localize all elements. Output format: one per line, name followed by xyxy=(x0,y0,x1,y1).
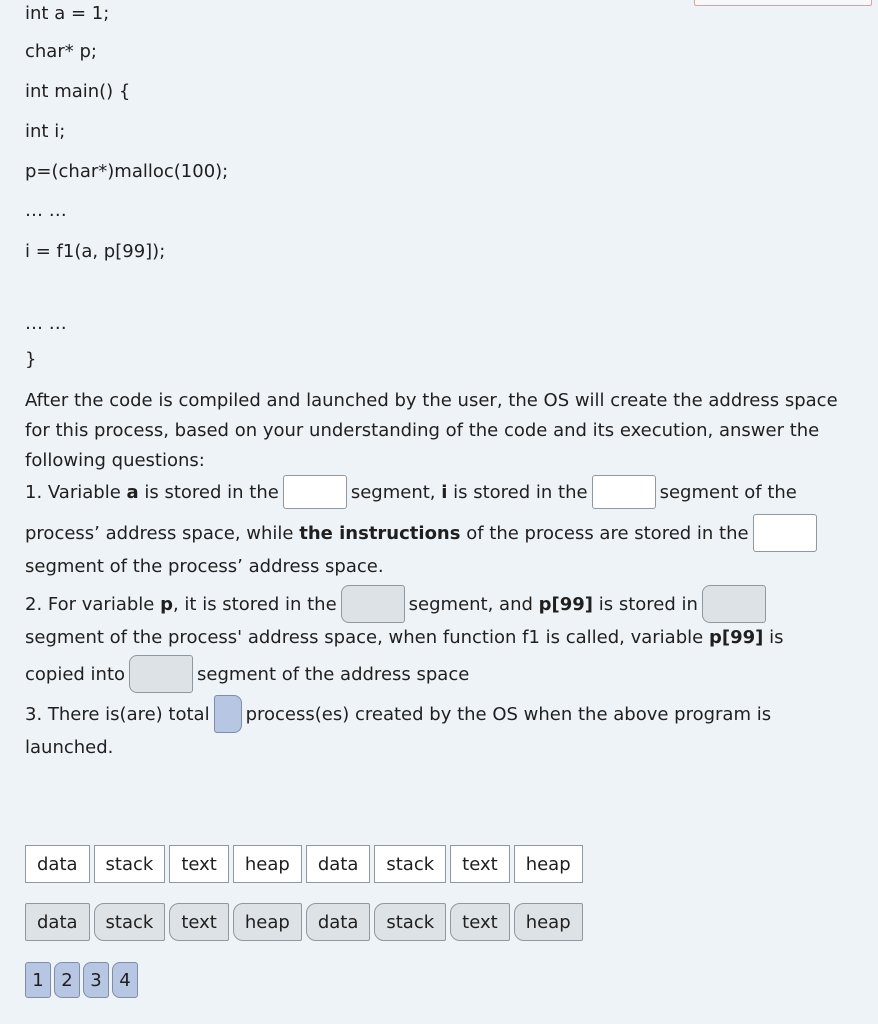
chip-stack[interactable]: stack xyxy=(374,903,446,941)
chip-heap[interactable]: heap xyxy=(514,845,583,883)
answer-blank-1[interactable] xyxy=(283,475,347,509)
chip-text[interactable]: text xyxy=(450,845,510,883)
chip-text[interactable]: text xyxy=(450,903,510,941)
chip-heap[interactable]: heap xyxy=(233,903,302,941)
question-1-line-2: process’ address space, while the instructions of the process are stored in the xyxy=(25,514,821,552)
code-line-7: i = f1(a, p[99]); xyxy=(25,241,166,262)
answer-blank-5[interactable] xyxy=(702,585,766,623)
answer-blank-3[interactable] xyxy=(753,514,817,552)
chip-text[interactable]: text xyxy=(169,903,229,941)
code-line-3: int main() { xyxy=(25,81,131,102)
number-chip-3[interactable]: 3 xyxy=(83,962,109,998)
question-3-line-2: launched. xyxy=(25,737,114,758)
chip-heap[interactable]: heap xyxy=(233,845,302,883)
intro-paragraph: After the code is compiled and launched by the user, the OS will create the address space for this process, based on your understanding of the code and its execution, answer the following questions: xyxy=(25,390,838,471)
chip-data[interactable]: data xyxy=(306,845,371,883)
number-bank xyxy=(25,962,138,998)
question-2-line-2: segment of the process' address space, when function f1 is called, variable p[99] is xyxy=(25,627,784,648)
chip-text[interactable]: text xyxy=(169,845,229,883)
question-2-line-1: 2. For variable p , it is stored in the segment, and p[99] is stored in xyxy=(25,585,770,623)
answer-blank-7[interactable] xyxy=(214,695,242,733)
answer-blank-4[interactable] xyxy=(341,585,405,623)
number-chip-4[interactable]: 4 xyxy=(112,962,138,998)
code-line-4: int i; xyxy=(25,121,66,142)
number-chip-1[interactable]: 1 xyxy=(25,962,51,998)
answer-bank-row-1 xyxy=(25,845,583,883)
code-line-8: … … xyxy=(25,313,67,334)
top-right-answer-box[interactable] xyxy=(694,0,872,6)
chip-stack[interactable]: stack xyxy=(374,845,446,883)
chip-heap[interactable]: heap xyxy=(514,903,583,941)
chip-data[interactable]: data xyxy=(25,903,90,941)
code-line-9: } xyxy=(25,349,37,370)
code-line-2: char* p; xyxy=(25,41,97,62)
question-2-line-3: copied into segment of the address space xyxy=(25,655,469,693)
chip-stack[interactable]: stack xyxy=(94,845,166,883)
question-3-line-1: 3. There is(are) total process(es) created by the OS when the above program is xyxy=(25,695,771,733)
question-1-line-3: segment of the process’ address space. xyxy=(25,556,384,577)
code-line-5: p=(char*)malloc(100); xyxy=(25,161,229,182)
answer-bank-row-2 xyxy=(25,903,583,941)
answer-blank-6[interactable] xyxy=(129,655,193,693)
question-1-line-1: 1. Variable a is stored in the segment, i is stored in the segment of the xyxy=(25,475,797,509)
chip-data[interactable]: data xyxy=(306,903,371,941)
code-line-6: … … xyxy=(25,200,67,221)
code-line-1: int a = 1; xyxy=(25,3,110,24)
chip-stack[interactable]: stack xyxy=(94,903,166,941)
chip-data[interactable]: data xyxy=(25,845,90,883)
number-chip-2[interactable]: 2 xyxy=(54,962,80,998)
answer-blank-2[interactable] xyxy=(592,475,656,509)
